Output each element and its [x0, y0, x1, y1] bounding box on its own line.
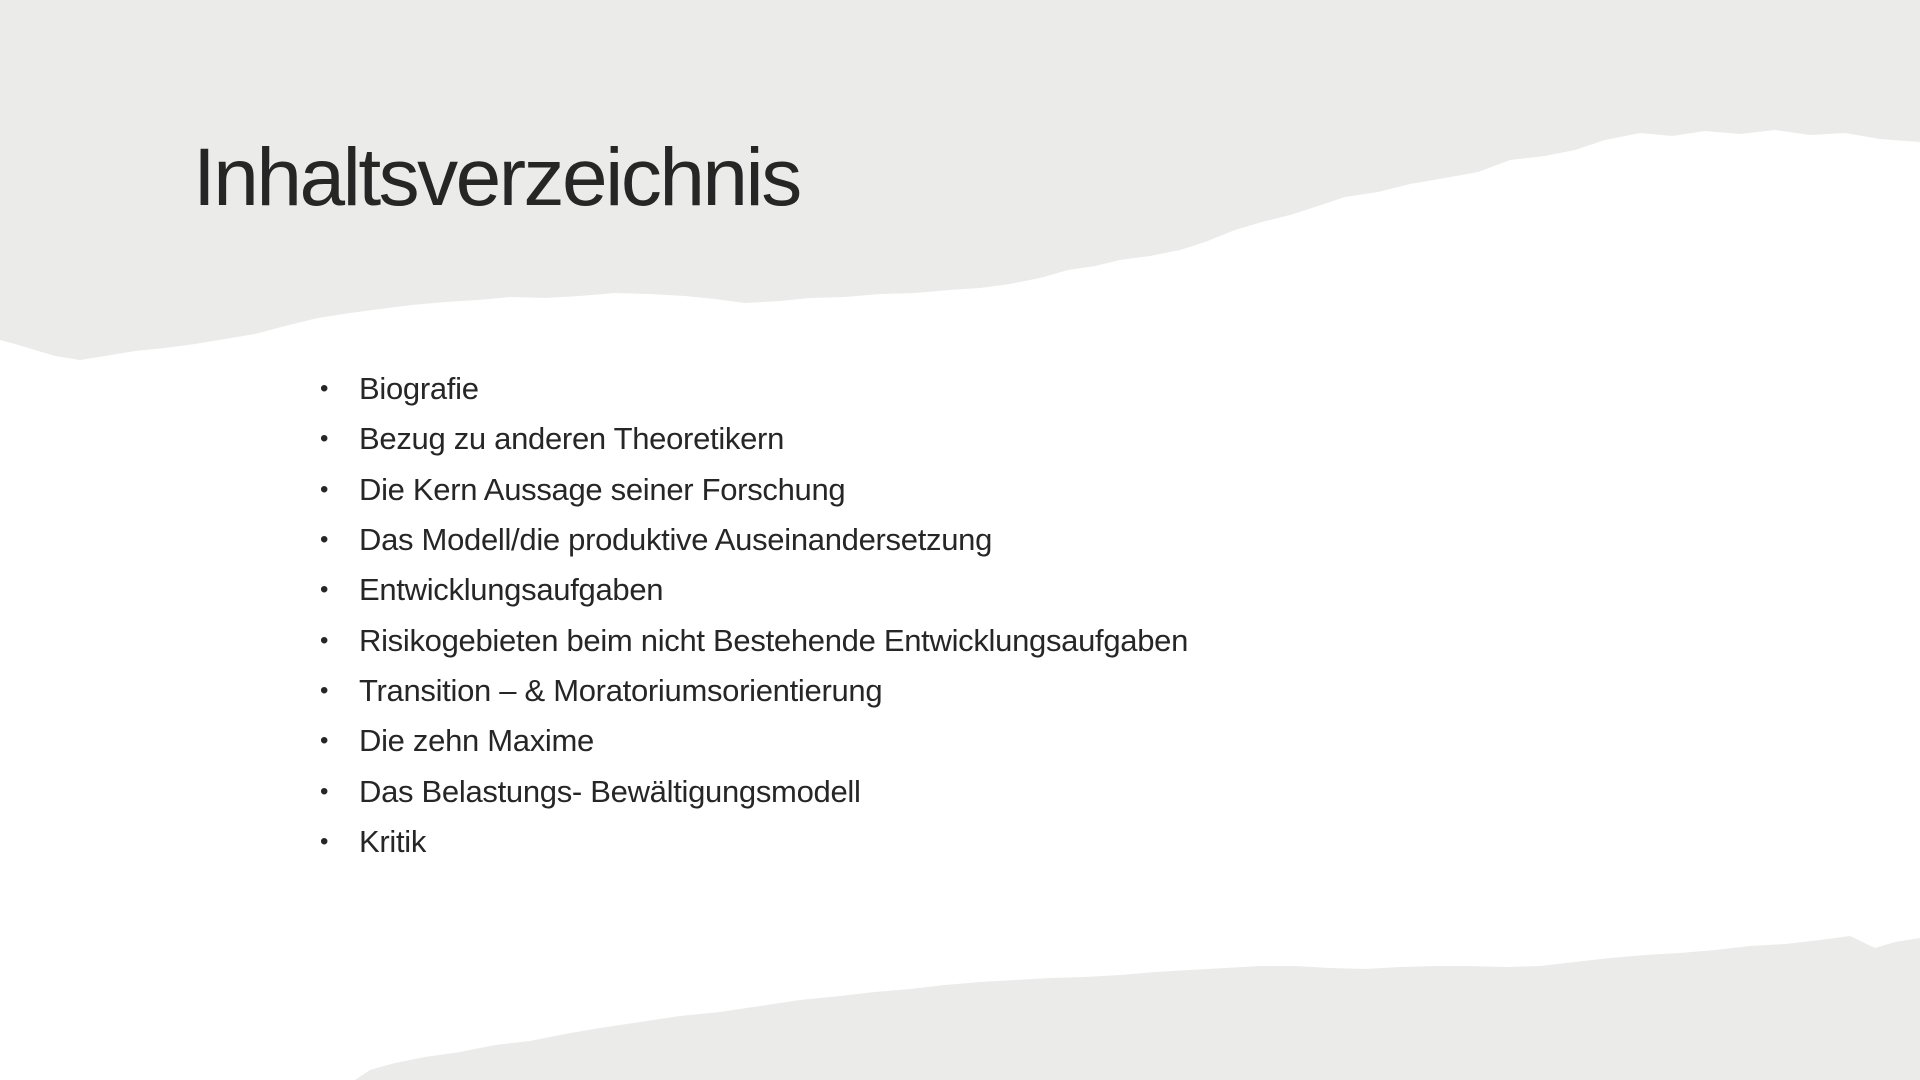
table-of-contents [320, 364, 1188, 867]
toc-item-entwicklungsaufgaben [320, 565, 1188, 615]
toc-item-label: Das Belastungs- Bewältigungsmodell [359, 773, 861, 809]
slide-title: Inhaltsverzeichnis [193, 132, 800, 223]
toc-item-label: Das Modell/die produktive Auseinandersetzung [359, 522, 993, 558]
bullet-icon: • [320, 827, 329, 855]
bullet-icon: • [320, 576, 329, 604]
toc-item-label: Biografie [359, 371, 479, 407]
toc-item-label: Entwicklungsaufgaben [359, 572, 664, 608]
bullet-icon: • [320, 777, 329, 805]
toc-item-biografie [320, 364, 1188, 414]
toc-item-modell [320, 515, 1188, 565]
bullet-icon: • [320, 676, 329, 704]
toc-item-kritik [320, 817, 1188, 867]
toc-item-maxime [320, 716, 1188, 766]
toc-item-label: Transition – & Moratoriumsorientierung [359, 672, 883, 708]
toc-item-kern-aussage [320, 465, 1188, 515]
bottom-torn-paper [355, 936, 1920, 1080]
toc-item-label: Die zehn Maxime [359, 723, 594, 759]
toc-item-transition [320, 666, 1188, 716]
bullet-icon: • [320, 475, 329, 503]
bullet-icon: • [320, 626, 329, 654]
bullet-icon: • [320, 425, 329, 453]
toc-item-belastungsmodell [320, 766, 1188, 816]
toc-item-label: Bezug zu anderen Theoretikern [359, 421, 785, 457]
toc-item-label: Kritik [359, 823, 427, 859]
toc-item-label: Risikogebieten beim nicht Bestehende Entwicklungsaufgaben [359, 622, 1189, 658]
bullet-icon: • [320, 727, 329, 755]
toc-item-label: Die Kern Aussage seiner Forschung [359, 471, 846, 507]
toc-item-bezug [320, 414, 1188, 464]
bullet-icon: • [320, 526, 329, 554]
bullet-icon: • [320, 375, 329, 403]
toc-item-risikogebieten [320, 615, 1188, 665]
